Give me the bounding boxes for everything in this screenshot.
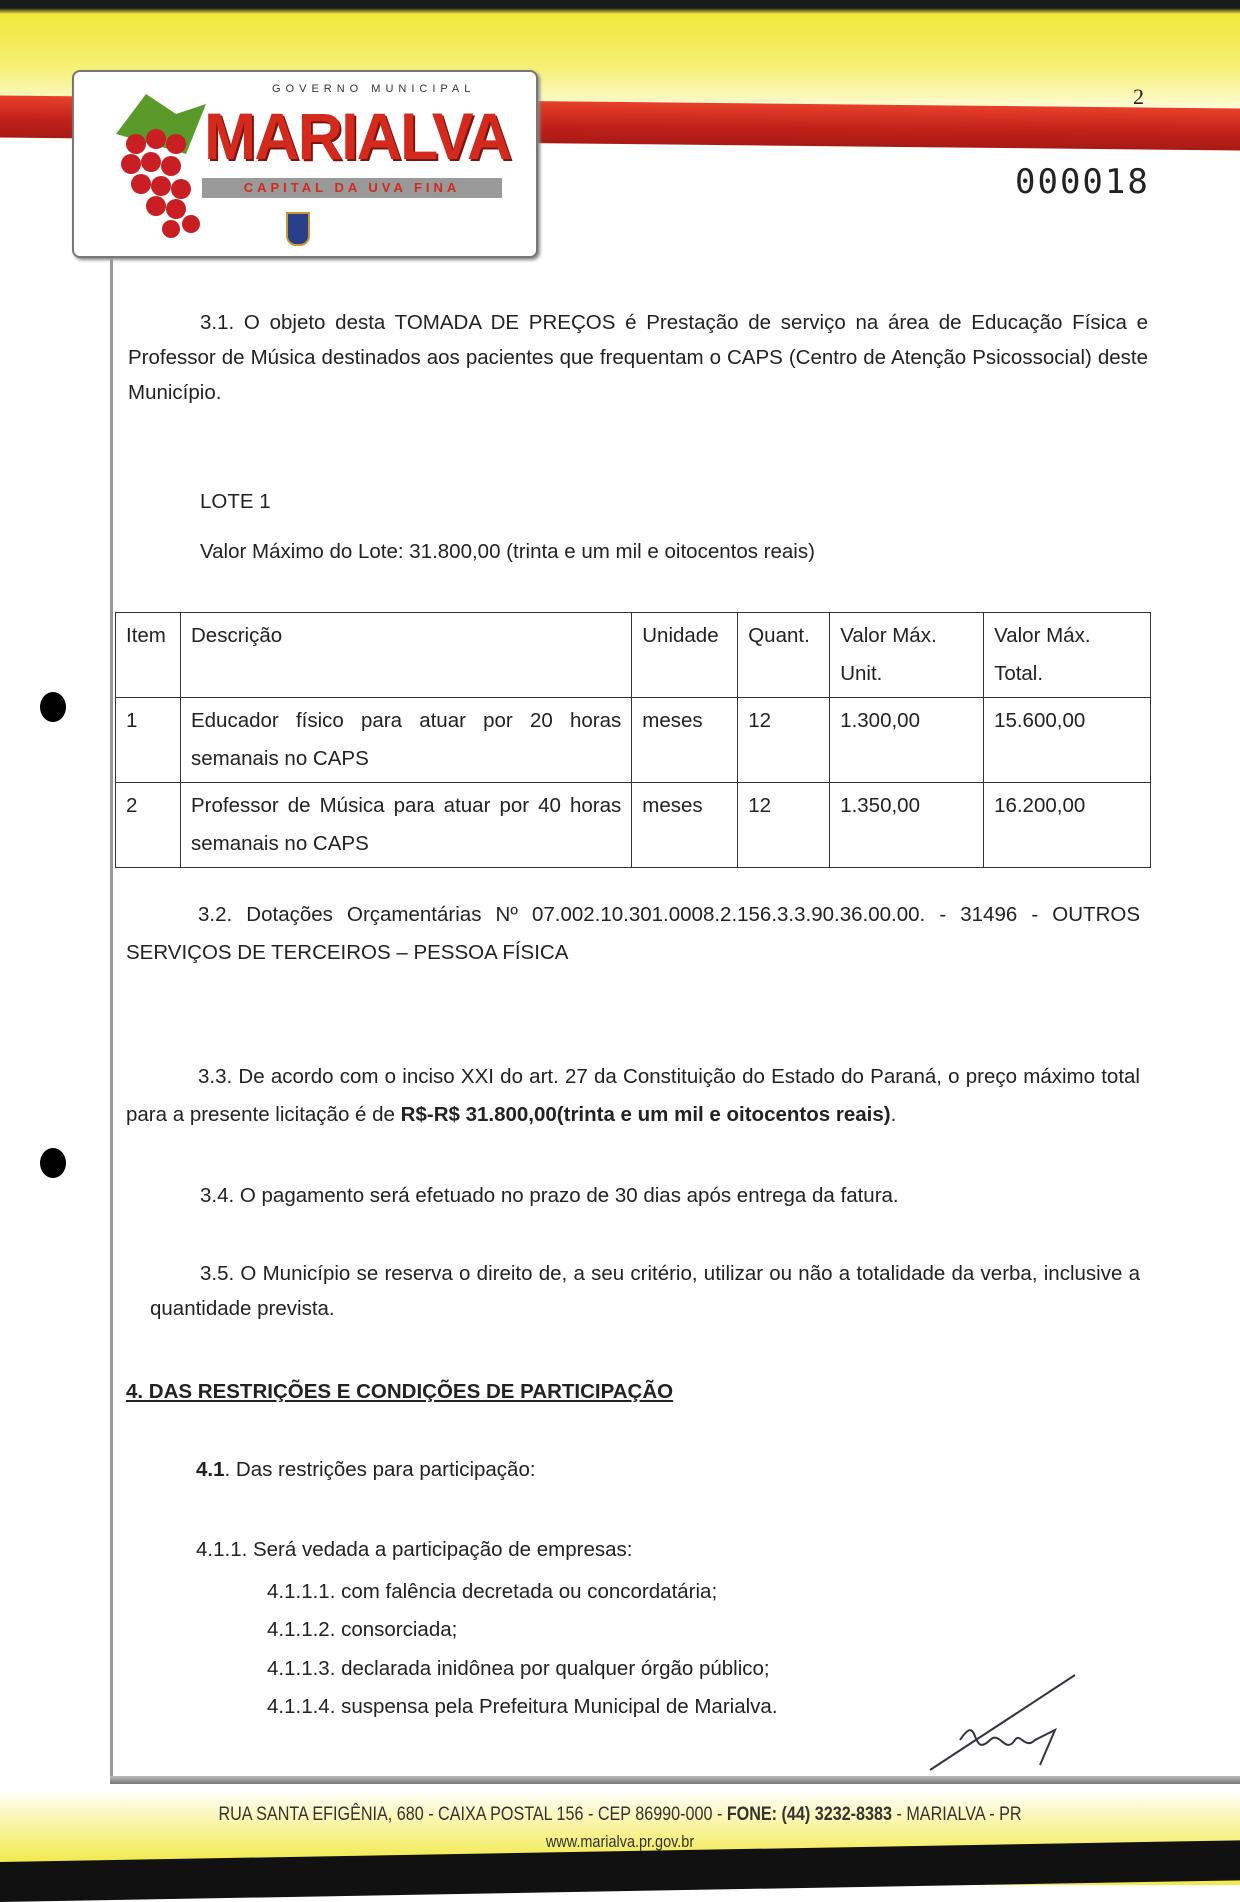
table-cell: 1.350,00 <box>830 783 984 868</box>
table-cell: meses <box>632 783 738 868</box>
table-cell: 2 <box>116 783 181 868</box>
table-cell: 1.300,00 <box>830 698 984 783</box>
logo-subtitle: CAPITAL DA UVA FINA <box>202 178 502 198</box>
table-cell: 15.600,00 <box>984 698 1151 783</box>
table-header-cell: Item <box>116 613 181 698</box>
items-table <box>115 612 1151 868</box>
list-item: 4.1.1.2. consorciada; <box>267 1618 458 1641</box>
lote-max-value: Valor Máximo do Lote: 31.800,00 (trinta e um mil e oitocentos reais) <box>200 540 815 563</box>
table-header-cell: Descrição <box>180 613 631 698</box>
table-cell: 12 <box>738 783 830 868</box>
marialva-logo <box>72 70 538 258</box>
table-row <box>116 783 1151 868</box>
table-cell: 1 <box>116 698 181 783</box>
punch-hole <box>40 1148 66 1178</box>
list-item: 4.1.1.3. declarada inidônea por qualquer órgão público; <box>267 1657 770 1680</box>
paragraph-3-3: 3.3. De acordo com o inciso XXI do art. 27 da Constituição do Estado do Paraná, o preço máximo total para a presente licitação é de R$-R$ 31.800,00(trinta e um mil e oitocentos reais). <box>126 1065 1140 1126</box>
table-header-cell: Unidade <box>632 613 738 698</box>
table-header-cell: Valor Máx. Total. <box>984 613 1151 698</box>
table-cell: Educador físico para atuar por 20 horas semanais no CAPS <box>180 698 631 783</box>
grapes-icon <box>96 94 216 244</box>
footer-url[interactable]: www.marialva.pr.gov.br <box>545 1832 695 1851</box>
table-header-cell: Valor Máx. Unit. <box>830 613 984 698</box>
list-item: 4.1.1.4. suspensa pela Prefeitura Municipal de Marialva. <box>267 1695 778 1718</box>
page-number: 2 <box>1133 84 1144 109</box>
punch-hole <box>40 692 66 722</box>
table-header-cell: Quant. <box>738 613 830 698</box>
paragraph-3-1: 3.1. O objeto desta TOMADA DE PREÇOS é Prestação de serviço na área de Educação Física e Professor de Música destinados aos pacientes que frequentam o CAPS (Centro de Atenção Psicossocial) deste Município. <box>128 311 1148 404</box>
municipal-crest-icon <box>286 212 310 246</box>
lote-title: LOTE 1 <box>200 490 271 513</box>
paragraph-3-4: 3.4. O pagamento será efetuado no prazo de 30 dias após entrega da fatura. <box>200 1184 899 1207</box>
list-item: 4.1.1.1. com falência decretada ou concordatária; <box>267 1580 718 1603</box>
table-row <box>116 698 1151 783</box>
table-cell: meses <box>632 698 738 783</box>
table-cell: Professor de Música para atuar por 40 horas semanais no CAPS <box>180 783 631 868</box>
table-header-row <box>116 613 1151 698</box>
section-4-heading: 4. DAS RESTRIÇÕES E CONDIÇÕES DE PARTICIPAÇÃO <box>126 1380 674 1403</box>
paragraph-3-2: 3.2. Dotações Orçamentárias Nº 07.002.10.301.0008.2.156.3.3.90.36.00.00. - 31496 - OUTROS SERVIÇOS DE TERCEIROS – PESSOA FÍSICA <box>126 903 1140 964</box>
logo-name: MARIALVA <box>204 99 511 173</box>
frame-border <box>110 258 113 1778</box>
footer-address: RUA SANTA EFIGÊNIA, 680 - CAIXA POSTAL 156 - CEP 86990-000 - FONE: (44) 3232-8383 - MARIALVA - PR <box>218 1804 1022 1825</box>
table-cell: 12 <box>738 698 830 783</box>
logo-top-text: GOVERNO MUNICIPAL <box>272 83 476 95</box>
paragraph-3-5: 3.5. O Município se reserva o direito de, a seu critério, utilizar ou não a totalidade da verba, inclusive a quantidade prevista. <box>150 1262 1140 1320</box>
handwritten-signature <box>920 1670 1090 1780</box>
paragraph-4-1-1: 4.1.1. Será vedada a participação de empresas: <box>196 1538 633 1561</box>
paragraph-4-1: 4.1. Das restrições para participação: <box>196 1458 536 1481</box>
page-stamp-number: 000018 <box>1015 162 1150 202</box>
table-cell: 16.200,00 <box>984 783 1151 868</box>
